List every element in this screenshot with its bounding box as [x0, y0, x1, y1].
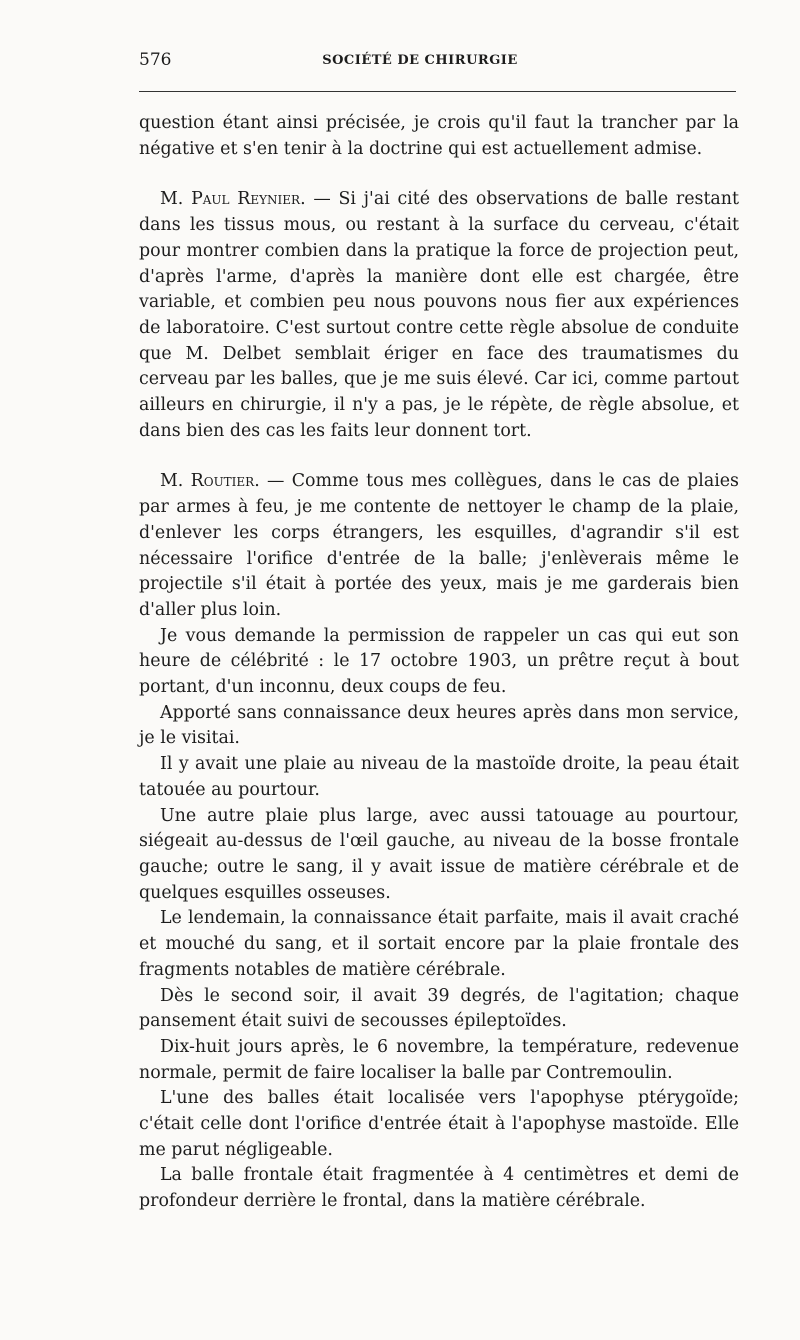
- paragraph: Apporté sans connaissance deux heures après dans mon service, je le visitai.: [139, 702, 739, 749]
- paragraph: Je vous demande la permission de rappeler un cas qui eut son heure de célébrité : le 17 octobre 1903, un prêtre reçut à bout portant, d'un inconnu, deux coups de feu.: [139, 625, 739, 698]
- paragraph: Une autre plaie plus large, avec aussi tatouage au pourtour, siégeait au-dessus de l'œil gauche, au niveau de la bosse frontale gauche; outre le sang, il y avait issue de matière cérébrale et de quelques esquilles osseuses.: [139, 805, 739, 903]
- body-text: [139, 111, 739, 1215]
- paragraph: M. Routier. — Comme tous mes collègues, dans le cas de plaies par armes à feu, je me contente de nettoyer le champ de la plaie, d'enlever les corps étrangers, les esquilles, d'agrandir s'il est nécessaire l'orifice d'entrée de la balle; j'enlèverais même le projectile s'il était à portée des yeux, mais je me garderais bien d'aller plus loin.: [139, 471, 739, 620]
- speaker-name: M. Paul Reynier.: [160, 189, 306, 210]
- paragraph: Le lendemain, la connaissance était parfaite, mais il avait craché et mouché du sang, et il sortait encore par la plaie frontale des fragments notables de matière cérébrale.: [139, 908, 739, 980]
- paragraph: La balle frontale était fragmentée à 4 centimètres et demi de profondeur derrière le frontal, dans la matière cérébrale.: [139, 1165, 739, 1212]
- paragraph: M. Paul Reynier. — Si j'ai cité des observations de balle restant dans les tissus mous, ou restant à la surface du cerveau, c'était pour montrer combien dans la pratique la force de projection peut, d'après l'arme, d'après la manière dont elle est chargée, être variable, et combien peu nous pouvons nous fier aux expériences de laboratoire. C'est surtout contre cette règle absolue de conduite que M. Delbet semblait ériger en face des traumatismes du cerveau par les balles, que je me suis élevé. Car ici, comme partout ailleurs en chirurgie, il n'y a pas, je le répète, de règle absolue, et dans bien des cas les faits leur donnent tort.: [139, 189, 739, 441]
- paragraph: Dix-huit jours après, le 6 novembre, la température, redevenue normale, permit de faire localiser la balle par Contremoulin.: [139, 1036, 739, 1083]
- speaker-name: M. Routier.: [160, 471, 260, 492]
- paragraph: Dès le second soir, il avait 39 degrés, de l'agitation; chaque pansement était suivi de secousses épileptoïdes.: [139, 985, 739, 1032]
- header-rule: [139, 91, 736, 92]
- paragraph: Il y avait une plaie au niveau de la mastoïde droite, la peau était tatouée au pourtour.: [139, 754, 739, 800]
- paragraph: question étant ainsi précisée, je crois qu'il faut la trancher par la négative et s'en tenir à la doctrine qui est actuellement admise.: [139, 113, 739, 159]
- running-title: SOCIÉTÉ DE CHIRURGIE: [322, 53, 518, 68]
- paragraph: L'une des balles était localisée vers l'apophyse ptérygoïde; c'était celle dont l'orifice d'entrée était à l'apophyse mastoïde. Elle me parut négligeable.: [139, 1088, 739, 1160]
- page-number: 576: [139, 50, 172, 70]
